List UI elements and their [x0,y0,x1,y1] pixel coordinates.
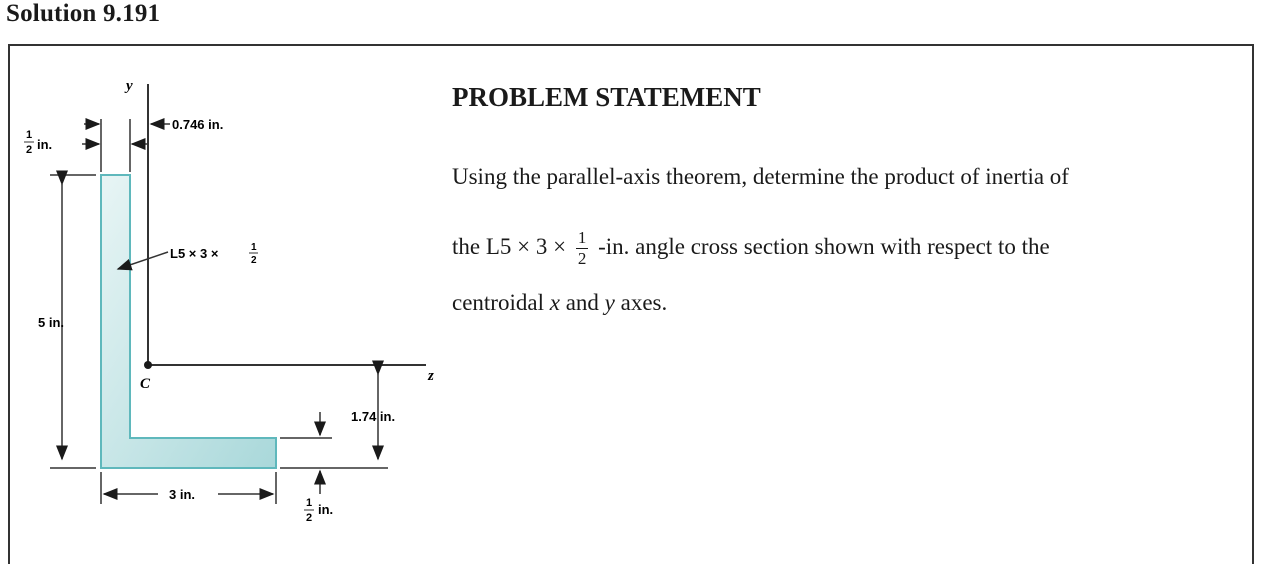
dim-half-top-den: 2 [26,144,33,156]
z-axis-label: z [428,368,434,384]
centroid-point [144,361,152,369]
solution-heading: Solution 9.191 [6,0,161,27]
problem-x-var: x [549,290,560,315]
section-label: L5 × 3 × [170,246,219,261]
dim-3in-label: 3 in. [169,487,196,502]
problem-y-var: y [604,290,615,315]
centroid-label: C [140,376,151,392]
problem-line-2 [452,228,1050,269]
section-frac-den: 2 [251,255,257,266]
dim-half-bottom-unit: in. [318,502,334,517]
dim-half-bottom-num: 1 [306,497,313,509]
y-axis-label: y [126,78,133,94]
problem-line-3-mid: and [559,290,605,315]
dim-5in-label: 5 in. [38,315,65,330]
problem-line-3-pre: centroidal [452,290,550,315]
section-frac-num: 1 [251,242,257,253]
dim-half-top-unit: in. [37,137,53,152]
problem-statement-title: PROBLEM STATEMENT [452,82,761,112]
problem-line-2-pre: the L5 × 3 × [452,233,567,259]
problem-line-1: Using the parallel-axis theorem, determine the product of inertia of [452,164,1069,189]
problem-line-3 [452,290,667,316]
problem-fraction-den: 2 [577,249,587,268]
angle-section-figure [18,74,448,543]
dim-174-label: 1.74 in. [351,409,396,424]
problem-line-3-post: axes. [614,290,668,315]
problem-fraction [576,228,589,269]
angle-section-shape [101,175,276,468]
dim-0746-label: 0.746 in. [172,117,224,132]
problem-line-2-post: -in. angle cross section shown with respect to the [598,233,1050,259]
dim-half-top-num: 1 [26,129,33,141]
dim-half-bottom-den: 2 [306,512,313,524]
problem-fraction-num: 1 [577,228,587,247]
